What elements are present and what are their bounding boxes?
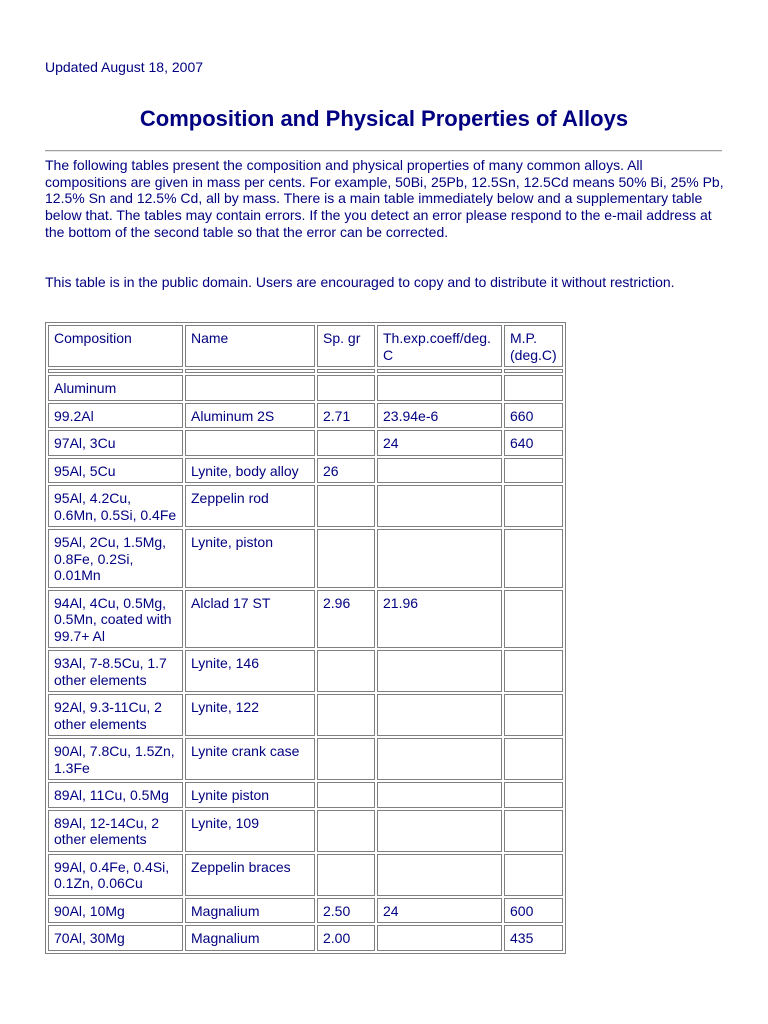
name-cell: Alclad 17 ST — [185, 590, 315, 649]
table-row — [48, 810, 563, 852]
table-row — [48, 430, 563, 456]
table-row — [48, 694, 563, 736]
melting-point-cell — [504, 810, 563, 852]
table-row — [48, 458, 563, 484]
name-cell — [185, 375, 315, 401]
melting-point-cell — [504, 782, 563, 808]
page-title: Composition and Physical Properties of Alloys — [139, 106, 629, 131]
composition-cell: 99.2Al — [48, 403, 183, 429]
composition-cell: 99Al, 0.4Fe, 0.4Si, 0.1Zn, 0.06Cu — [48, 854, 183, 896]
melting-point-cell — [504, 694, 563, 736]
name-cell: Aluminum 2S — [185, 403, 315, 429]
melting-point-cell — [504, 485, 563, 527]
table-row — [48, 738, 563, 780]
thermal-expansion-cell — [377, 529, 502, 588]
intro-paragraph: The following tables present the composition and physical properties of many common alloys. All compositions are given in mass per cents. For example, 50Bi, 25Pb, 12.5Sn, 12.5Cd means 50% Bi, 25% Pb, 12.5% Sn and 12.5% Cd, all by mass. There is a main table immediately below and a supplementary table below that. The tables may contain errors. If the you detect an error please respond to the e-mail address at the bottom of the second table so that the error can be corrected. — [45, 157, 724, 240]
composition-cell: 95Al, 2Cu, 1.5Mg, 0.8Fe, 0.2Si, 0.01Mn — [48, 529, 183, 588]
melting-point-cell — [504, 650, 563, 692]
melting-point-cell: 640 — [504, 430, 563, 456]
specific-gravity-cell — [317, 854, 375, 896]
header-thermal-expansion: Th.exp.coeff/deg. C — [377, 325, 502, 367]
table-row — [48, 782, 563, 808]
name-cell: Magnalium — [185, 898, 315, 924]
thermal-expansion-cell — [377, 854, 502, 896]
composition-cell: 93Al, 7-8.5Cu, 1.7 other elements — [48, 650, 183, 692]
thermal-expansion-cell: 23.94e-6 — [377, 403, 502, 429]
table-row — [48, 485, 563, 527]
spacer-row — [48, 369, 563, 373]
spacer-cell — [185, 369, 315, 373]
spacer-cell — [504, 369, 563, 373]
composition-cell: 70Al, 30Mg — [48, 925, 183, 951]
specific-gravity-cell — [317, 650, 375, 692]
name-cell: Lynite piston — [185, 782, 315, 808]
table-row — [48, 529, 563, 588]
melting-point-cell: 435 — [504, 925, 563, 951]
specific-gravity-cell — [317, 738, 375, 780]
melting-point-cell — [504, 590, 563, 649]
table-row — [48, 375, 563, 401]
thermal-expansion-cell — [377, 782, 502, 808]
composition-cell: 94Al, 4Cu, 0.5Mg, 0.5Mn, coated with 99.7+ Al — [48, 590, 183, 649]
melting-point-cell — [504, 375, 563, 401]
name-cell: Lynite, body alloy — [185, 458, 315, 484]
composition-cell: 97Al, 3Cu — [48, 430, 183, 456]
thermal-expansion-cell: 24 — [377, 430, 502, 456]
specific-gravity-cell — [317, 810, 375, 852]
thermal-expansion-cell — [377, 810, 502, 852]
specific-gravity-cell — [317, 485, 375, 527]
thermal-expansion-cell: 24 — [377, 898, 502, 924]
melting-point-cell: 600 — [504, 898, 563, 924]
composition-cell: 90Al, 10Mg — [48, 898, 183, 924]
melting-point-cell — [504, 738, 563, 780]
specific-gravity-cell: 2.96 — [317, 590, 375, 649]
name-cell: Lynite crank case — [185, 738, 315, 780]
name-cell: Lynite, 146 — [185, 650, 315, 692]
specific-gravity-cell: 2.50 — [317, 898, 375, 924]
specific-gravity-cell — [317, 430, 375, 456]
thermal-expansion-cell: 21.96 — [377, 590, 502, 649]
composition-cell: Aluminum — [48, 375, 183, 401]
license-paragraph: This table is in the public domain. Users are encouraged to copy and to distribute it without restriction. — [45, 274, 675, 290]
horizontal-rule — [45, 150, 722, 152]
name-cell: Lynite, 122 — [185, 694, 315, 736]
name-cell: Zeppelin braces — [185, 854, 315, 896]
specific-gravity-cell — [317, 375, 375, 401]
updated-date: Updated August 18, 2007 — [45, 59, 204, 75]
melting-point-cell: 660 — [504, 403, 563, 429]
name-cell: Lynite, piston — [185, 529, 315, 588]
thermal-expansion-cell — [377, 694, 502, 736]
alloys-table — [45, 322, 566, 954]
specific-gravity-cell: 2.71 — [317, 403, 375, 429]
composition-cell: 95Al, 5Cu — [48, 458, 183, 484]
specific-gravity-cell — [317, 782, 375, 808]
thermal-expansion-cell — [377, 738, 502, 780]
name-cell — [185, 430, 315, 456]
composition-cell: 89Al, 11Cu, 0.5Mg — [48, 782, 183, 808]
table-row — [48, 590, 563, 649]
table-row — [48, 650, 563, 692]
table-row — [48, 403, 563, 429]
thermal-expansion-cell — [377, 485, 502, 527]
melting-point-cell — [504, 854, 563, 896]
thermal-expansion-cell — [377, 458, 502, 484]
thermal-expansion-cell — [377, 650, 502, 692]
table-row — [48, 854, 563, 896]
composition-cell: 92Al, 9.3-11Cu, 2 other elements — [48, 694, 183, 736]
table-row — [48, 925, 563, 951]
specific-gravity-cell: 26 — [317, 458, 375, 484]
header-melting-point: M.P. (deg.C) — [504, 325, 563, 367]
thermal-expansion-cell — [377, 375, 502, 401]
header-composition: Composition — [48, 325, 183, 367]
spacer-cell — [377, 369, 502, 373]
specific-gravity-cell — [317, 694, 375, 736]
composition-cell: 89Al, 12-14Cu, 2 other elements — [48, 810, 183, 852]
thermal-expansion-cell — [377, 925, 502, 951]
composition-cell: 95Al, 4.2Cu, 0.6Mn, 0.5Si, 0.4Fe — [48, 485, 183, 527]
composition-cell: 90Al, 7.8Cu, 1.5Zn, 1.3Fe — [48, 738, 183, 780]
melting-point-cell — [504, 458, 563, 484]
header-name: Name — [185, 325, 315, 367]
specific-gravity-cell — [317, 529, 375, 588]
specific-gravity-cell: 2.00 — [317, 925, 375, 951]
header-row — [48, 325, 563, 367]
name-cell: Zeppelin rod — [185, 485, 315, 527]
melting-point-cell — [504, 529, 563, 588]
name-cell: Magnalium — [185, 925, 315, 951]
table-row — [48, 898, 563, 924]
spacer-cell — [48, 369, 183, 373]
header-specific-gravity: Sp. gr — [317, 325, 375, 367]
spacer-cell — [317, 369, 375, 373]
name-cell: Lynite, 109 — [185, 810, 315, 852]
